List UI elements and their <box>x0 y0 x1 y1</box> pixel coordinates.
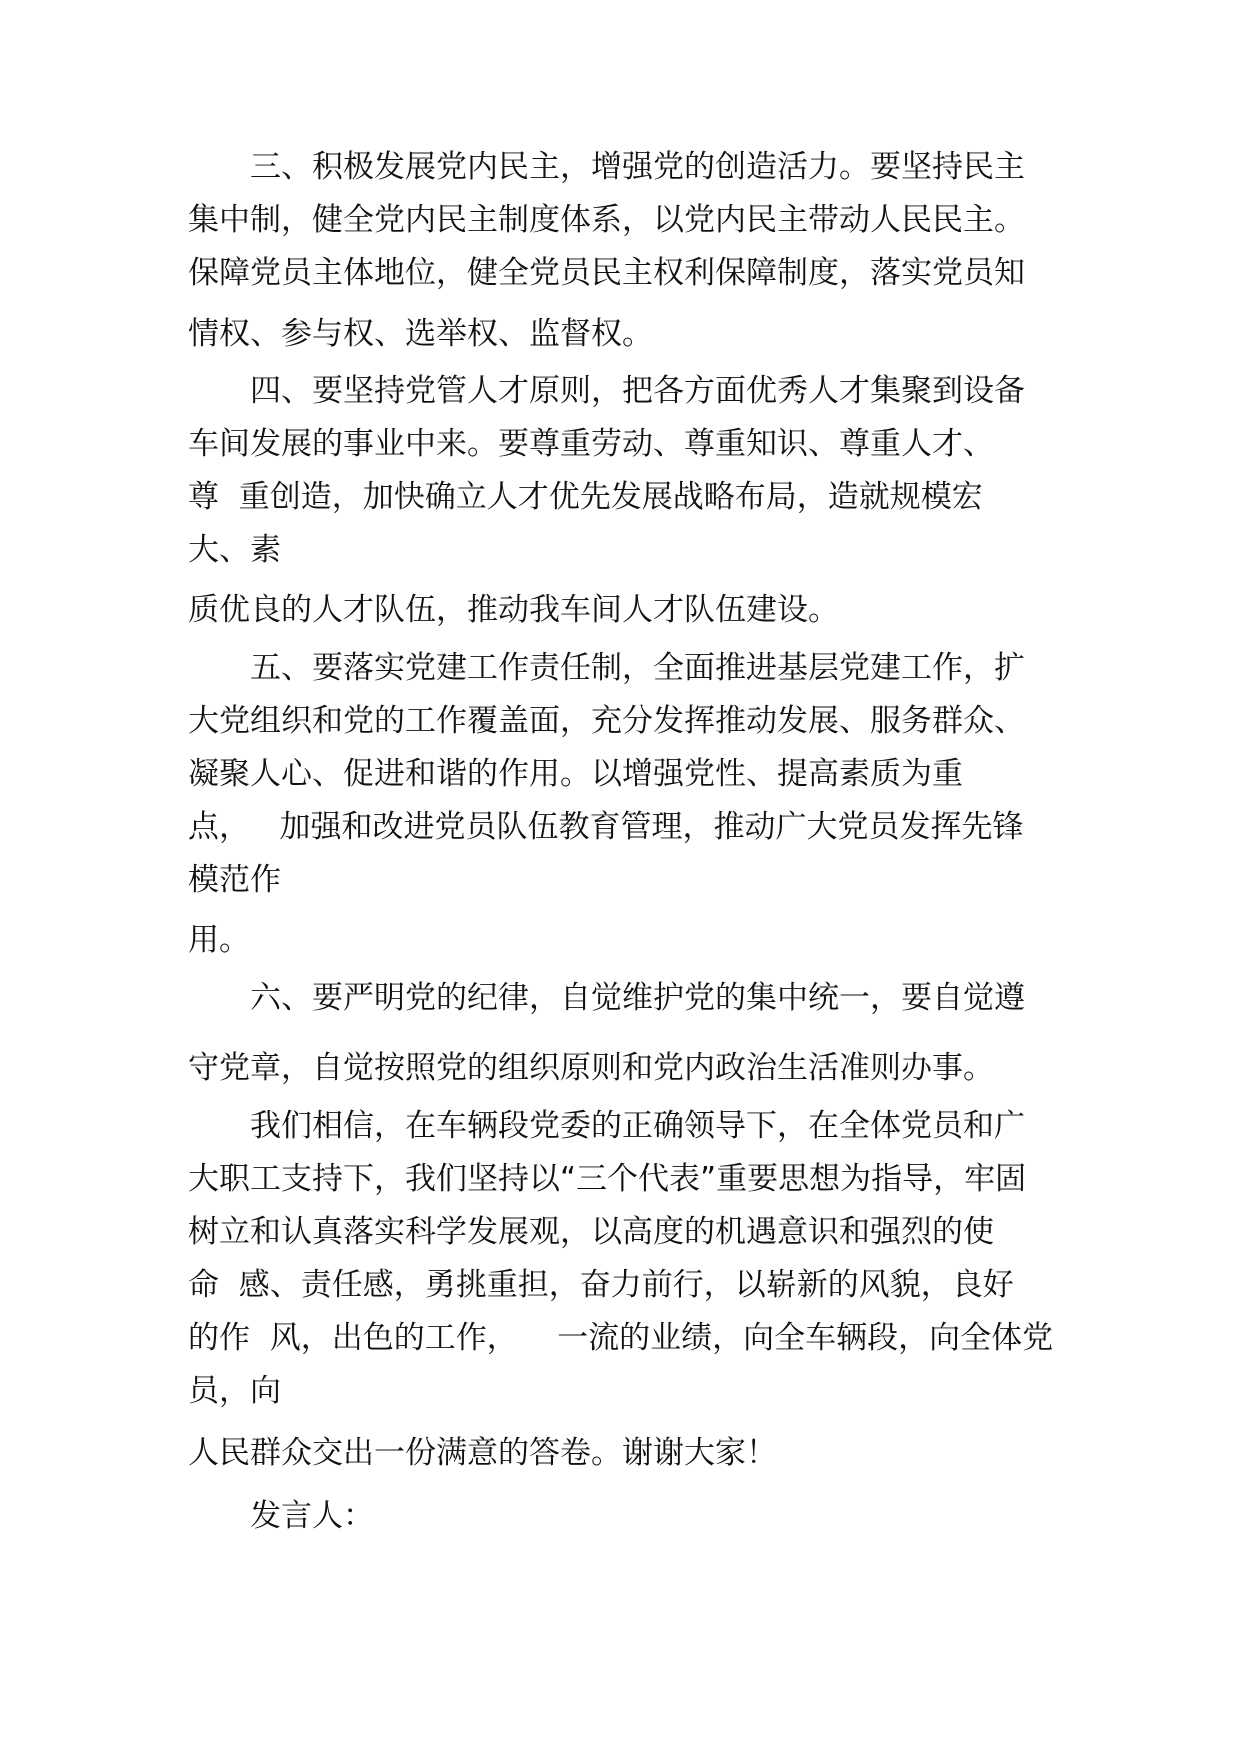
text-line: 大、素 <box>188 532 281 568</box>
text-line: 情权、参与权、选举权、监督权。 <box>188 316 653 352</box>
text-line: 车间发展的事业中来。要尊重劳动、尊重知识、尊重人才、 <box>188 426 994 462</box>
text-line: 模范作 <box>188 862 281 898</box>
text-line: 六、要严明党的纪律，自觉维护党的集中统一，要自觉遵 <box>188 980 1025 1016</box>
text-line: 保障党员主体地位，健全党员民主权利保障制度，落实党员知 <box>188 255 1025 291</box>
text-line: 我们相信，在车辆段党委的正确领导下，在全体党员和广 <box>188 1108 1025 1144</box>
text-line: 的作 风，出色的工作， 一流的业绩，向全车辆段，向全体党 <box>188 1320 1054 1356</box>
speaker-label: 发言人： <box>188 1498 374 1534</box>
text-line: 人民群众交出一份满意的答卷。谢谢大家！ <box>188 1435 777 1471</box>
text-line: 大党组织和党的工作覆盖面，充分发挥推动发展、服务群众、 <box>188 703 1025 739</box>
text-line: 凝聚人心、促进和谐的作用。以增强党性、提高素质为重 <box>188 756 963 792</box>
text-line: 四、要坚持党管人才原则，把各方面优秀人才集聚到设备 <box>188 373 1025 409</box>
text-line: 质优良的人才队伍，推动我车间人才队伍建设。 <box>188 592 839 628</box>
text-line: 命 感、责任感，勇挑重担，奋力前行，以崭新的风貌，良好 <box>188 1267 1014 1303</box>
text-line: 树立和认真落实科学发展观，以高度的机遇意识和强烈的使 <box>188 1214 994 1250</box>
text-line: 守党章，自觉按照党的组织原则和党内政治生活准则办事。 <box>188 1050 994 1086</box>
text-line: 尊 重创造，加快确立人才优先发展战略布局，造就规模宏 <box>188 479 983 515</box>
text-line: 点， 加强和改进党员队伍教育管理，推动广大党员发挥先锋 <box>188 809 1024 845</box>
text-line: 三、积极发展党内民主，增强党的创造活力。要坚持民主 <box>188 149 1025 185</box>
text-line: 集中制，健全党内民主制度体系，以党内民主带动人民民主。 <box>188 202 1025 238</box>
text-line: 用。 <box>188 922 250 958</box>
text-line: 五、要落实党建工作责任制，全面推进基层党建工作，扩 <box>188 650 1025 686</box>
text-line: 大职工支持下，我们坚持以“三个代表”重要思想为指导，牢固 <box>188 1161 1027 1197</box>
text-line: 员，向 <box>188 1373 281 1409</box>
